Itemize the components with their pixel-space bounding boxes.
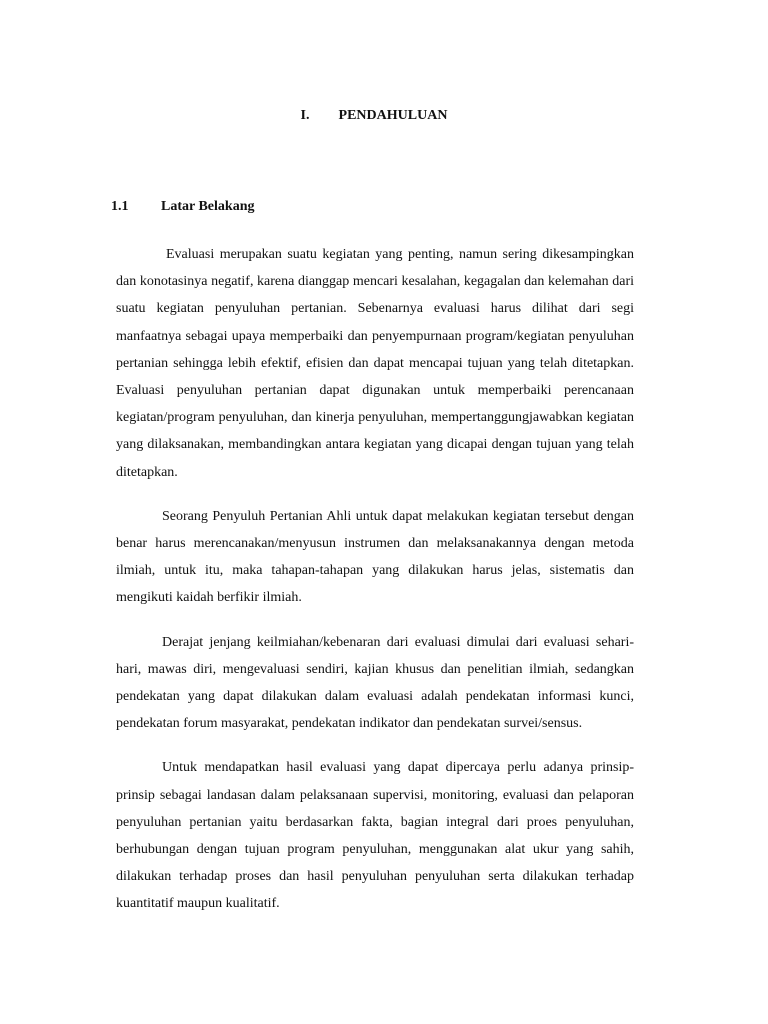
section-heading [111,199,254,215]
chapter-heading [0,108,768,124]
chapter-title: PENDAHULUAN [338,108,448,123]
section-title: Latar Belakang [161,199,255,214]
paragraph: Untuk mendapatkan hasil evaluasi yang dapat dipercaya perlu adanya prinsip-prinsip sebagai landasan dalam pelaksanaan supervisi, monitoring, evaluasi dan pelaporan penyuluhan pertanian yaitu berdasarkan fakta, bagian integral dari proes penyuluhan, berhubungan dengan tujuan program penyuluhan, menggunakan alat ukur yang sahih, dilakukan terhadap proses dan hasil penyuluhan penyuluhan serta dilakukan terhadap kuantitatif maupun kualitatif. [116,760,634,912]
paragraph: Evaluasi merupakan suatu kegiatan yang penting, namun sering dikesampingkan dan konotasinya negatif, karena dianggap mencari kesalahan, kegagalan dan kelemahan dari suatu kegiatan penyuluhan pertanian. Sebenarnya evaluasi harus dilihat dari segi manfaatnya sebagai upaya memperbaiki dan penyempurnaan program/kegiatan penyuluhan pertanian sehingga lebih efektif, efisien dan dapat mencapai tujuan yang telah ditetapkan. Evaluasi penyuluhan pertanian dapat digunakan untuk memperbaiki perencanaan kegiatan/program penyuluhan, dan kinerja penyuluhan, mempertanggungjawabkan kegiatan yang dilaksanakan, membandingkan antara kegiatan yang dicapai dengan tujuan yang telah ditetapkan. [116,247,634,480]
body-text [116,241,634,918]
chapter-number: I. [300,108,310,123]
paragraph: Derajat jenjang keilmiahan/kebenaran dari evaluasi dimulai dari evaluasi sehari-hari, mawas diri, mengevaluasi sendiri, kajian khusus dan penelitian ilmiah, sedangkan pendekatan yang dapat dilakukan dalam evaluasi adalah pendekatan informasi kunci, pendekatan forum masyarakat, pendekatan indikator dan pendekatan survei/sensus. [116,634,634,732]
paragraph: Seorang Penyuluh Pertanian Ahli untuk dapat melakukan kegiatan tersebut dengan benar harus merencanakan/menyusun instrumen dan melaksanakannya dengan metoda ilmiah, untuk itu, maka tahapan-tahapan yang dilakukan harus jelas, sistematis dan mengikuti kaidah berfikir ilmiah. [116,508,634,606]
section-number: 1.1 [111,199,129,214]
